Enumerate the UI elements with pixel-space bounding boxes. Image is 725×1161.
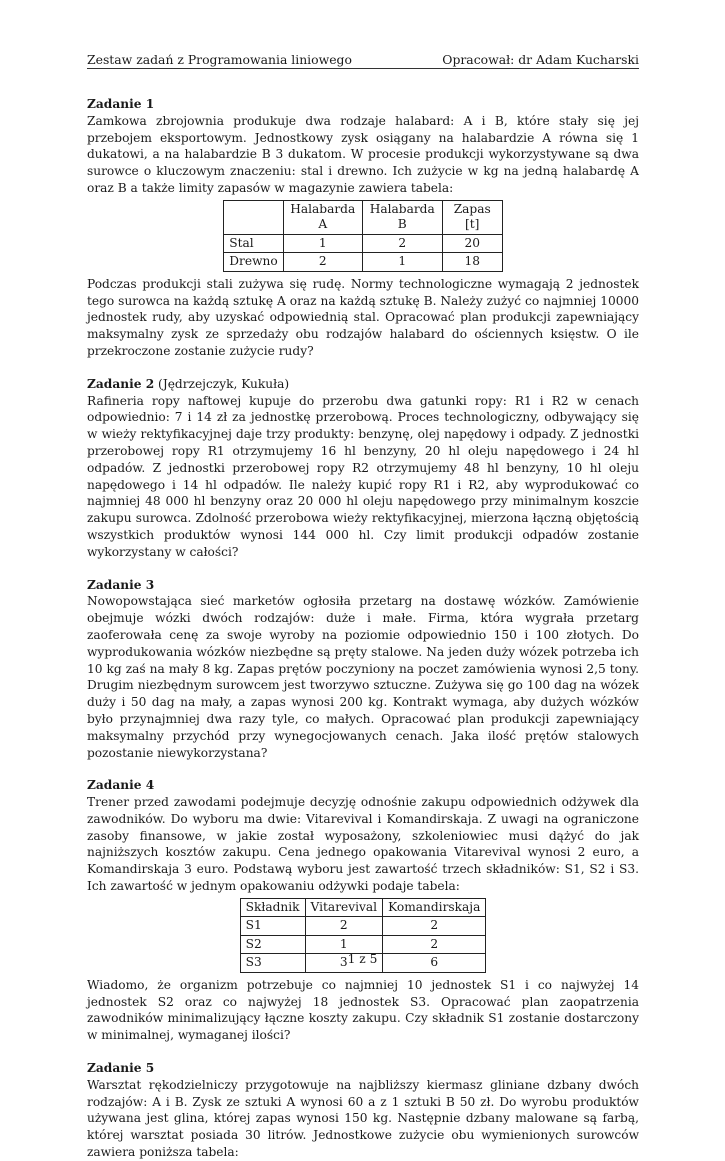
task-paragraph: Trener przed zawodami podejmuje decyzję odnośnie zakupu odpowiednich odżywek dla zawodników. Do wyboru ma dwie: Vitarevival i Komandirskaja. Z uwagi na ograniczone zasoby finansowe, w jakie został wyposażony, szkoleniowiec musi dążyć do jak najniższych kosztów zakupu. Cena jednego opakowania Vitarevival wynosi 2 euro, a Komandirskaja 3 euro. Podstawą wyboru jest zawartość trzech składników: S1, S2 i S3. Ich zawartość w jednym opakowaniu odżywki podaje tabela: bbox=[87, 795, 639, 894]
table-cell: 1 bbox=[362, 253, 442, 272]
task-title: Zadanie 2 (Jędrzejczyk, Kukuła) bbox=[87, 376, 290, 391]
task-title: Zadanie 3 bbox=[87, 577, 155, 592]
table-row bbox=[224, 234, 502, 253]
page-number: 1 z 5 bbox=[347, 952, 378, 966]
task-3 bbox=[87, 577, 639, 762]
header-left: Zestaw zadań z Programowania liniowego bbox=[87, 52, 352, 67]
page-header bbox=[87, 52, 639, 68]
table-cell: S2 bbox=[240, 935, 305, 954]
table-cell: 18 bbox=[442, 253, 502, 272]
table-cell: 1 bbox=[305, 935, 383, 954]
task-paragraph: Podczas produkcji stali zużywa się rudę. Normy technologiczne wymagają 2 jednostek tego surowca na każdą sztukę A oraz na każdą sztukę B. Należy zużyć co najmniej 10000 jednostek rudy, aby uzyskać odpowiednią stal. Opracować plan produkcji zapewniający maksymalny zysk ze sprzedaży obu rodzajów halabard do ościennych księstw. O ile przekroczone zostanie zużycie rudy? bbox=[87, 276, 639, 358]
table-header-cell: Vitarevival bbox=[305, 898, 383, 917]
task-1 bbox=[87, 96, 639, 360]
table-header-cell: Komandirskaja bbox=[383, 898, 486, 917]
table-cell: Drewno bbox=[224, 253, 283, 272]
table-cell: 2 bbox=[362, 234, 442, 253]
table-cell: S3 bbox=[240, 954, 305, 973]
task-paragraph: Zamkowa zbrojownia produkuje dwa rodzaje halabard: A i B, które stały się jej przebojem eksportowym. Jednostkowy zysk osiągany na halabardzie A równa się 1 dukatowi, a na halabardzie B 3 dukatom. W procesie produkcji wykorzystywane są dwa surowce o kluczowym znaczeniu: stal i drewno. Ich zużycie w kg na jedną halabardę A oraz B a także limity zapasów w magazynie zawiera tabela: bbox=[87, 113, 639, 195]
table-materials bbox=[223, 200, 502, 272]
table-row bbox=[224, 253, 502, 272]
table-cell: 6 bbox=[383, 954, 486, 973]
task-paragraph: Warsztat rękodzielniczy przygotowuje na najbliższy kiermasz gliniane dzbany dwóch rodzajów: A i B. Zysk ze sztuki A wynosi 60 a z 1 sztuki B 50 zł. Do wyrobu produktów używana jest glina, której zapas wynosi 150 kg. Następnie dzbany malowane są farbą, której warsztat posiada 30 litrów. Jednostkowe zużycie obu wymienionych surowców zawiera poniższa tabela: bbox=[87, 1077, 639, 1160]
table-header-row bbox=[224, 200, 502, 234]
table-cell: 2 bbox=[283, 253, 362, 272]
task-authors: (Jędrzejczyk, Kukuła) bbox=[154, 376, 290, 391]
table-header-cell: Halabarda B bbox=[362, 200, 442, 234]
table-cell: S1 bbox=[240, 917, 305, 936]
header-right: Opracował: dr Adam Kucharski bbox=[442, 52, 639, 67]
table-cell: 2 bbox=[305, 917, 383, 936]
header-rule bbox=[87, 68, 639, 69]
task-5 bbox=[87, 1060, 639, 1161]
task-4 bbox=[87, 777, 639, 1044]
table-cell: 2 bbox=[383, 935, 486, 954]
task-2 bbox=[87, 376, 639, 561]
table-cell: 3 bbox=[305, 954, 383, 973]
table-header-cell bbox=[224, 200, 283, 234]
table-header-cell: Składnik bbox=[240, 898, 305, 917]
table-row bbox=[240, 917, 486, 936]
task-title: Zadanie 4 bbox=[87, 778, 155, 793]
table-header-cell: Halabarda A bbox=[283, 200, 362, 234]
table-cell: Stal bbox=[224, 234, 283, 253]
task-paragraph: Rafineria ropy naftowej kupuje do przerobu dwa gatunki ropy: R1 i R2 w cenach odpowiednio: 7 i 14 zł za jednostkę przerobową. Proces technologiczny, odbywający się w wieży rektyfikacyjnej daje trzy produkty: benzynę, olej napędowy i odpady. Z jednostki przerobowej ropy R1 otrzymujemy 16 hl benzyny, 20 hl oleju napędowego i 24 hl odpadów. Z jednostki przerobowej ropy R2 otrzymujemy 48 hl benzyny, 10 hl oleju napędowego i 14 hl odpadów. Ile należy kupić ropy R1 i R2, aby wyprodukować co najmniej 48 000 hl benzyny oraz 20 000 hl oleju napędowego przy minimalnym koszcie zakupu surowca. Zdolność przerobowa wieży rektyfikacyjnej, mierzona łączną objętością wszystkich produktów wynosi 144 000 hl. Czy limit produkcji odpadów zostanie wykorzystany w całości? bbox=[87, 393, 639, 559]
table-cell: 20 bbox=[442, 234, 502, 253]
table-header-row bbox=[240, 898, 486, 917]
task-title: Zadanie 1 bbox=[87, 97, 155, 111]
task-paragraph: Nowopowstająca sieć marketów ogłosiła przetarg na dostawę wózków. Zamówienie obejmuje wózki dwóch rodzajów: duże i małe. Firma, która wygrała przetarg zaoferowała cenę za swoje wyroby na poziomie odpowiednio 150 i 100 złotych. Do wyprodukowania wózków niezbędne są pręty stalowe. Na jeden duży wózek potrzeba ich 10 kg zaś na mały 8 kg. Zapas prętów poczyniony na poczet zamówienia wynosi 2,5 tony. Drugim niezbędnym surowcem jest tworzywo sztuczne. Zużywa się go 100 dag na wózek duży i 50 dag na mały, a zapas wynosi 200 kg. Kontrakt wymaga, aby dużych wózków było przynajmniej dwa razy tyle, co małych. Opracować plan produkcji zapewniający maksymalny przychód przy wynegocjowanych cenach. Jaka ilość prętów stalowych pozostanie niewykorzystana? bbox=[87, 594, 639, 760]
task-title: Zadanie 5 bbox=[87, 1061, 155, 1076]
page-content bbox=[87, 96, 639, 1161]
table-cell: 2 bbox=[383, 917, 486, 936]
task-paragraph: Wiadomo, że organizm potrzebuje co najmniej 10 jednostek S1 i co najwyżej 14 jednostek S2 oraz co najwyżej 18 jednostek S3. Opracować plan zaopatrzenia zawodników minimalizujący łączne koszty zakupu. Czy składnik S1 zostanie dostarczony w minimalnej, wymaganej ilości? bbox=[87, 977, 639, 1043]
table-header-cell: Zapas [t] bbox=[442, 200, 502, 234]
table-cell: 1 bbox=[283, 234, 362, 253]
